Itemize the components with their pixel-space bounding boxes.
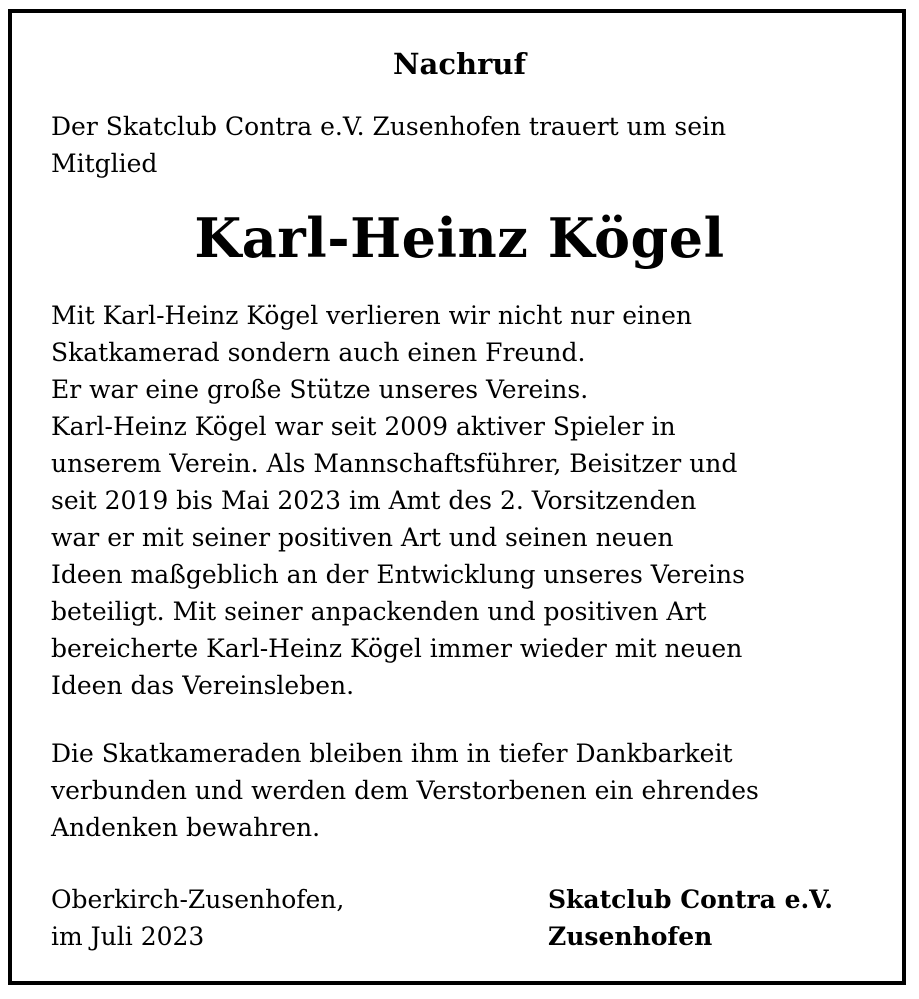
body-line: Mit Karl-Heinz Kögel verlieren wir nicht nur einen xyxy=(51,301,692,330)
body-line: Karl-Heinz Kögel war seit 2009 aktiver Spieler in xyxy=(51,412,676,441)
body-line: beteiligt. Mit seiner anpackenden und positiven Art xyxy=(51,597,707,626)
intro-line: Der Skatclub Contra e.V. Zusenhofen trauert um sein xyxy=(51,112,727,141)
footer-place: Oberkirch-Zusenhofen, xyxy=(51,885,345,914)
signature-location: Zusenhofen xyxy=(548,922,713,951)
body-paragraph-2 xyxy=(51,735,759,846)
body-line: Ideen das Vereinsleben. xyxy=(51,671,355,700)
body-paragraph-1 xyxy=(51,297,745,704)
deceased-name: Karl-Heinz Kögel xyxy=(194,206,725,270)
intro-text xyxy=(51,108,726,182)
footer-signature xyxy=(548,881,833,955)
body-line: verbunden und werden dem Verstorbenen ein ehrendes xyxy=(51,776,759,805)
body-line: Die Skatkameraden bleiben ihm in tiefer Dankbarkeit xyxy=(51,739,733,768)
body-line: Andenken bewahren. xyxy=(51,813,321,842)
body-line: unserem Verein. Als Mannschaftsführer, Beisitzer und xyxy=(51,449,738,478)
notice-heading: Nachruf xyxy=(393,47,526,81)
body-line: bereicherte Karl-Heinz Kögel immer wieder mit neuen xyxy=(51,634,743,663)
signature-club: Skatclub Contra e.V. xyxy=(548,885,833,914)
body-line: seit 2019 bis Mai 2023 im Amt des 2. Vorsitzenden xyxy=(51,486,697,515)
footer-place-date xyxy=(51,881,344,955)
body-line: Skatkamerad sondern auch einen Freund. xyxy=(51,338,586,367)
body-line: war er mit seiner positiven Art und seinen neuen xyxy=(51,523,674,552)
body-line: Ideen maßgeblich an der Entwicklung unseres Vereins xyxy=(51,560,745,589)
intro-line: Mitglied xyxy=(51,149,158,178)
footer-date: im Juli 2023 xyxy=(51,922,205,951)
body-line: Er war eine große Stütze unseres Vereins. xyxy=(51,375,589,404)
